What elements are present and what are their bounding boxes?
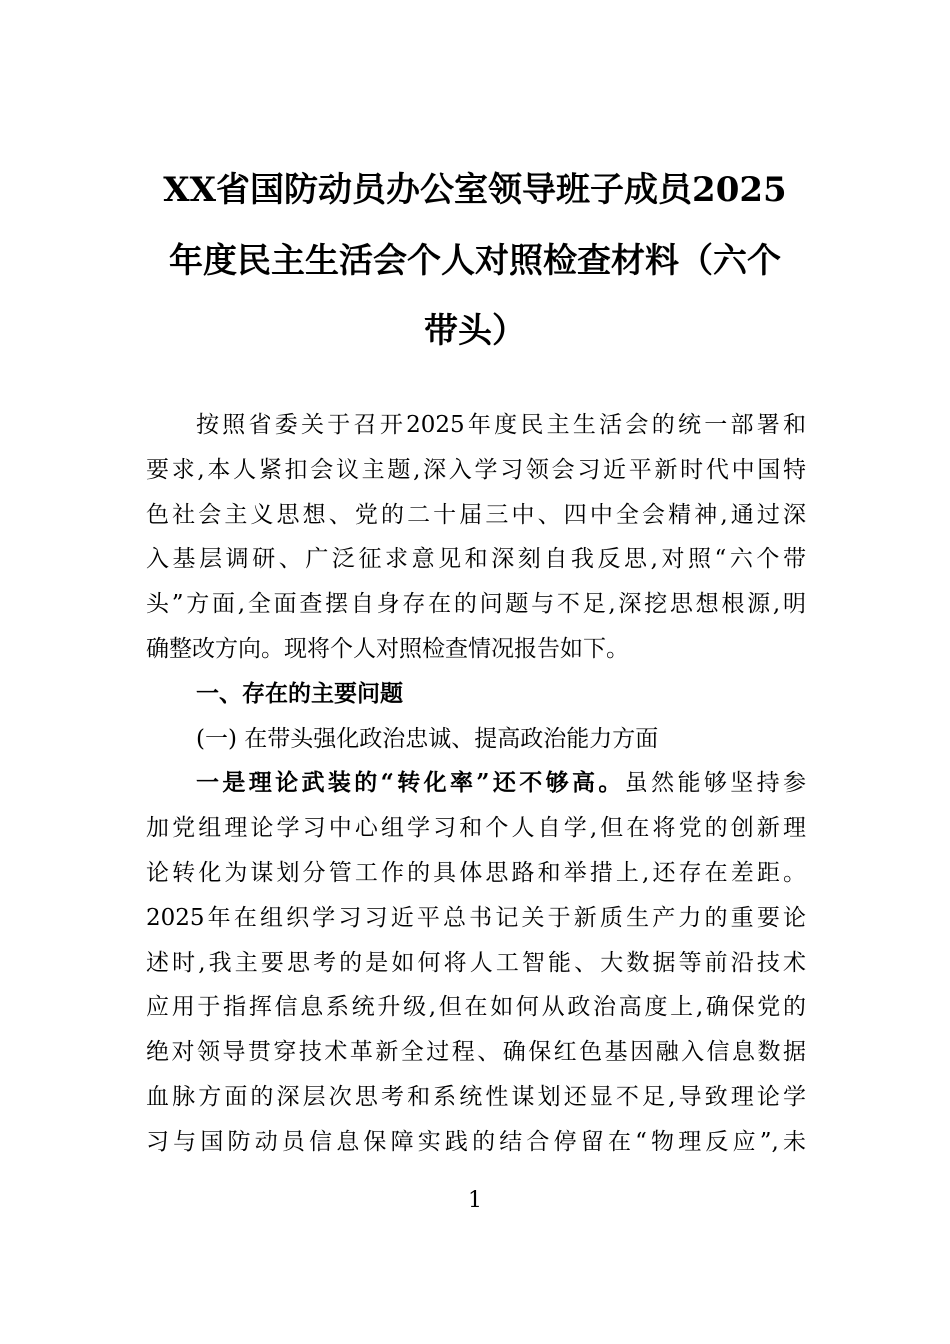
paragraph-line: 2025年在组织学习习近平总书记关于新质生产力的重要论 [146,904,806,931]
document-title-line: XX省国防动员办公室领导班子成员2025 [163,170,787,210]
document-title-line: 带头） [424,311,526,351]
paragraph-line: 绝对领导贯穿技术革新全过程、确保红色基因融入信息数据 [146,1039,806,1066]
paragraph-line [146,761,806,806]
paragraph-line: 论转化为谋划分管工作的具体思路和举措上,还存在差距。 [146,859,806,886]
paragraph-line: 加党组理论学习中心组学习和个人自学,但在将党的创新理 [146,815,806,842]
paragraph-line: 血脉方面的深层次思考和系统性谋划还显不足,导致理论学 [146,1083,806,1110]
paragraph-line: 入基层调研、广泛征求意见和深刻自我反思,对照“六个带 [146,546,806,573]
subsection-heading: (一) 在带头强化政治忠诚、提高政治能力方面 [196,725,659,752]
paragraph-line: 按照省委关于召开2025年度民主生活会的统一部署和 [196,412,806,438]
point-lead: 一是理论武装的“转化率”还不够高。 [196,769,625,797]
point-text: 虽然能够坚持参 [624,770,806,797]
paragraph-line: 确整改方向。现将个人对照检查情况报告如下。 [146,635,629,662]
paragraph-line: 色社会主义思想、党的二十届三中、四中全会精神,通过深 [146,501,806,528]
page-number: 1 [468,1188,482,1213]
paragraph-line: 述时,我主要思考的是如何将人工智能、大数据等前沿技术 [146,949,806,976]
document-title-line: 年度民主生活会个人对照检查材料（六个 [169,241,781,281]
paragraph-line: 应用于指挥信息系统升级,但在如何从政治高度上,确保党的 [146,994,806,1021]
paragraph-line: 头”方面,全面查摆自身存在的问题与不足,深挖思想根源,明 [146,591,806,618]
paragraph-line: 要求,本人紧扣会议主题,深入学习领会习近平新时代中国特 [146,456,806,483]
document-body [146,403,806,1165]
paragraph-line: 习与国防动员信息保障实践的结合停留在“物理反应”,未 [146,1128,806,1155]
section-heading: 一、存在的主要问题 [196,679,403,707]
